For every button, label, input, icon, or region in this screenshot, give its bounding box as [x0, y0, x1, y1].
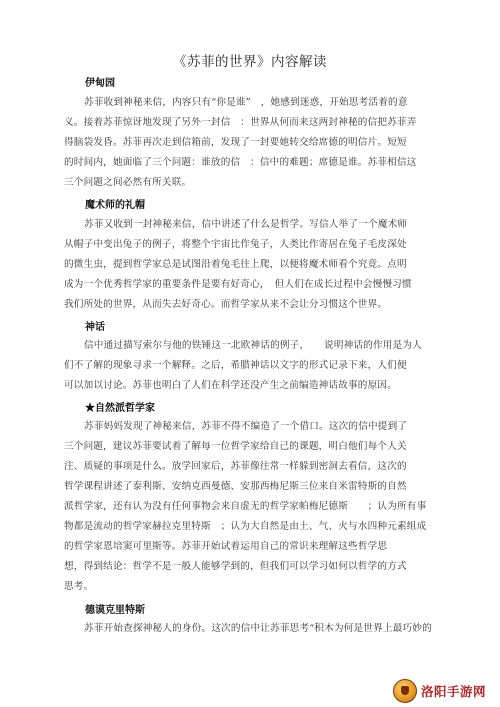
paragraph-line: 苏菲开始查探神秘人的身份。这次的信中让苏菲思考“积木为何是世界上最巧妙的 [84, 623, 432, 634]
paragraph-line: 三个问题之间必然有所关联。 [64, 177, 192, 188]
paragraph-line: 派哲学家，还有认为没有任何事物会来自虚无的哲学家帕梅尼德斯 ；认为所有事 [64, 501, 427, 512]
paragraph-line: 注、质疑的事项是什么。放学回家后，苏菲像往常一样躲到密洞去看信，这次的 [64, 461, 407, 472]
paragraph-line: 的时间内，她面临了三个问题：谁放的信 ：信中的难题；席德是谁。苏菲相信这 [64, 157, 417, 168]
paragraph-line: 三个问题，建议苏菲要试着了解每一位哲学家给自己的课题，明白他们每个人关 [64, 441, 407, 452]
paragraph-line: 的哲学家恩培窦可里斯等。苏菲开始试着运用自己的常识来理解这些哲学思 [64, 541, 388, 552]
game-site-logo-icon [393, 679, 417, 703]
section-heading: 德谟克里特斯 [85, 605, 145, 616]
section-heading: 伊甸园 [85, 78, 115, 89]
paragraph-line: 的微生虫，提到哲学家总是试图沿着兔毛往上爬，以便将魔术师看个究竟。点明 [64, 259, 407, 270]
paragraph-line: 信中通过描写索尔与他的铁锤这一北欧神话的例子， 说明神话的作用是为人 [84, 340, 422, 351]
paragraph-line: 我们所处的世界，从而失去好奇心。而哲学家从来不会让分习惯这个世界。 [64, 299, 388, 310]
watermark-text: 洛阳手游网 [421, 684, 487, 699]
paragraph-line: 苏菲又收到一封神秘来信，信中讲述了什么是哲学。写信人举了一个魔术师 [84, 219, 408, 230]
paragraph-line: 哲学课程讲述了泰利斯、安纳克西曼德、安那西梅尼斯三位来自米雷特斯的自然 [64, 481, 407, 492]
paragraph-line: 可以加以讨论。苏菲也明白了人们在科学还没产生之前编造神话故事的原因。 [64, 380, 397, 391]
paragraph-line: 从帽子中变出兔子的例子，将整个宇宙比作兔子，人类比作寄居在兔子毛皮深处 [64, 239, 407, 250]
paragraph-line: 们不了解的现象寻求一个解释。之后，希腊神话以文字的形式记录下来，人们便 [64, 360, 407, 371]
watermark [393, 679, 497, 703]
paragraph-line: 思考。 [64, 581, 94, 592]
section-heading: 神话 [85, 322, 105, 333]
paragraph-line: 想，得到结论：哲学不是一般人能够学到的，但我们可以学习如何以哲学的方式 [64, 561, 407, 572]
paragraph-line: 苏菲收到神秘来信，内容只有“你是谁” ，她感到迷惑，开始思考活着的意 [84, 97, 408, 108]
paragraph-line: 得脑袋发昏。苏菲再次走到信箱前，发现了一封要她转交给席德的明信片。短短 [64, 137, 407, 148]
section-heading: ★自然派哲学家 [85, 403, 155, 414]
section-heading: 魔术师的礼帽 [85, 200, 145, 211]
paragraph-line: 义。接着苏菲惊讶地发现了另外一封信 ：世界从何而来这两封神秘的信把苏菲弄 [64, 117, 417, 128]
paragraph-line: 苏菲妈妈发现了神秘来信，苏菲不得不编造了一个借口。这次的信中提到了 [84, 421, 408, 432]
paragraph-line: 物都是流动的哲学家赫拉克里特斯 ；认为大自然是由土、气、火与水四种元素组成 [64, 521, 427, 532]
paragraph-line: 成为一个优秀哲学家的重要条件是要有好奇心， 但人们在成长过程中会慢慢习惯 [64, 279, 412, 290]
page-title: 《苏菲的世界》内容解读 [173, 54, 327, 70]
